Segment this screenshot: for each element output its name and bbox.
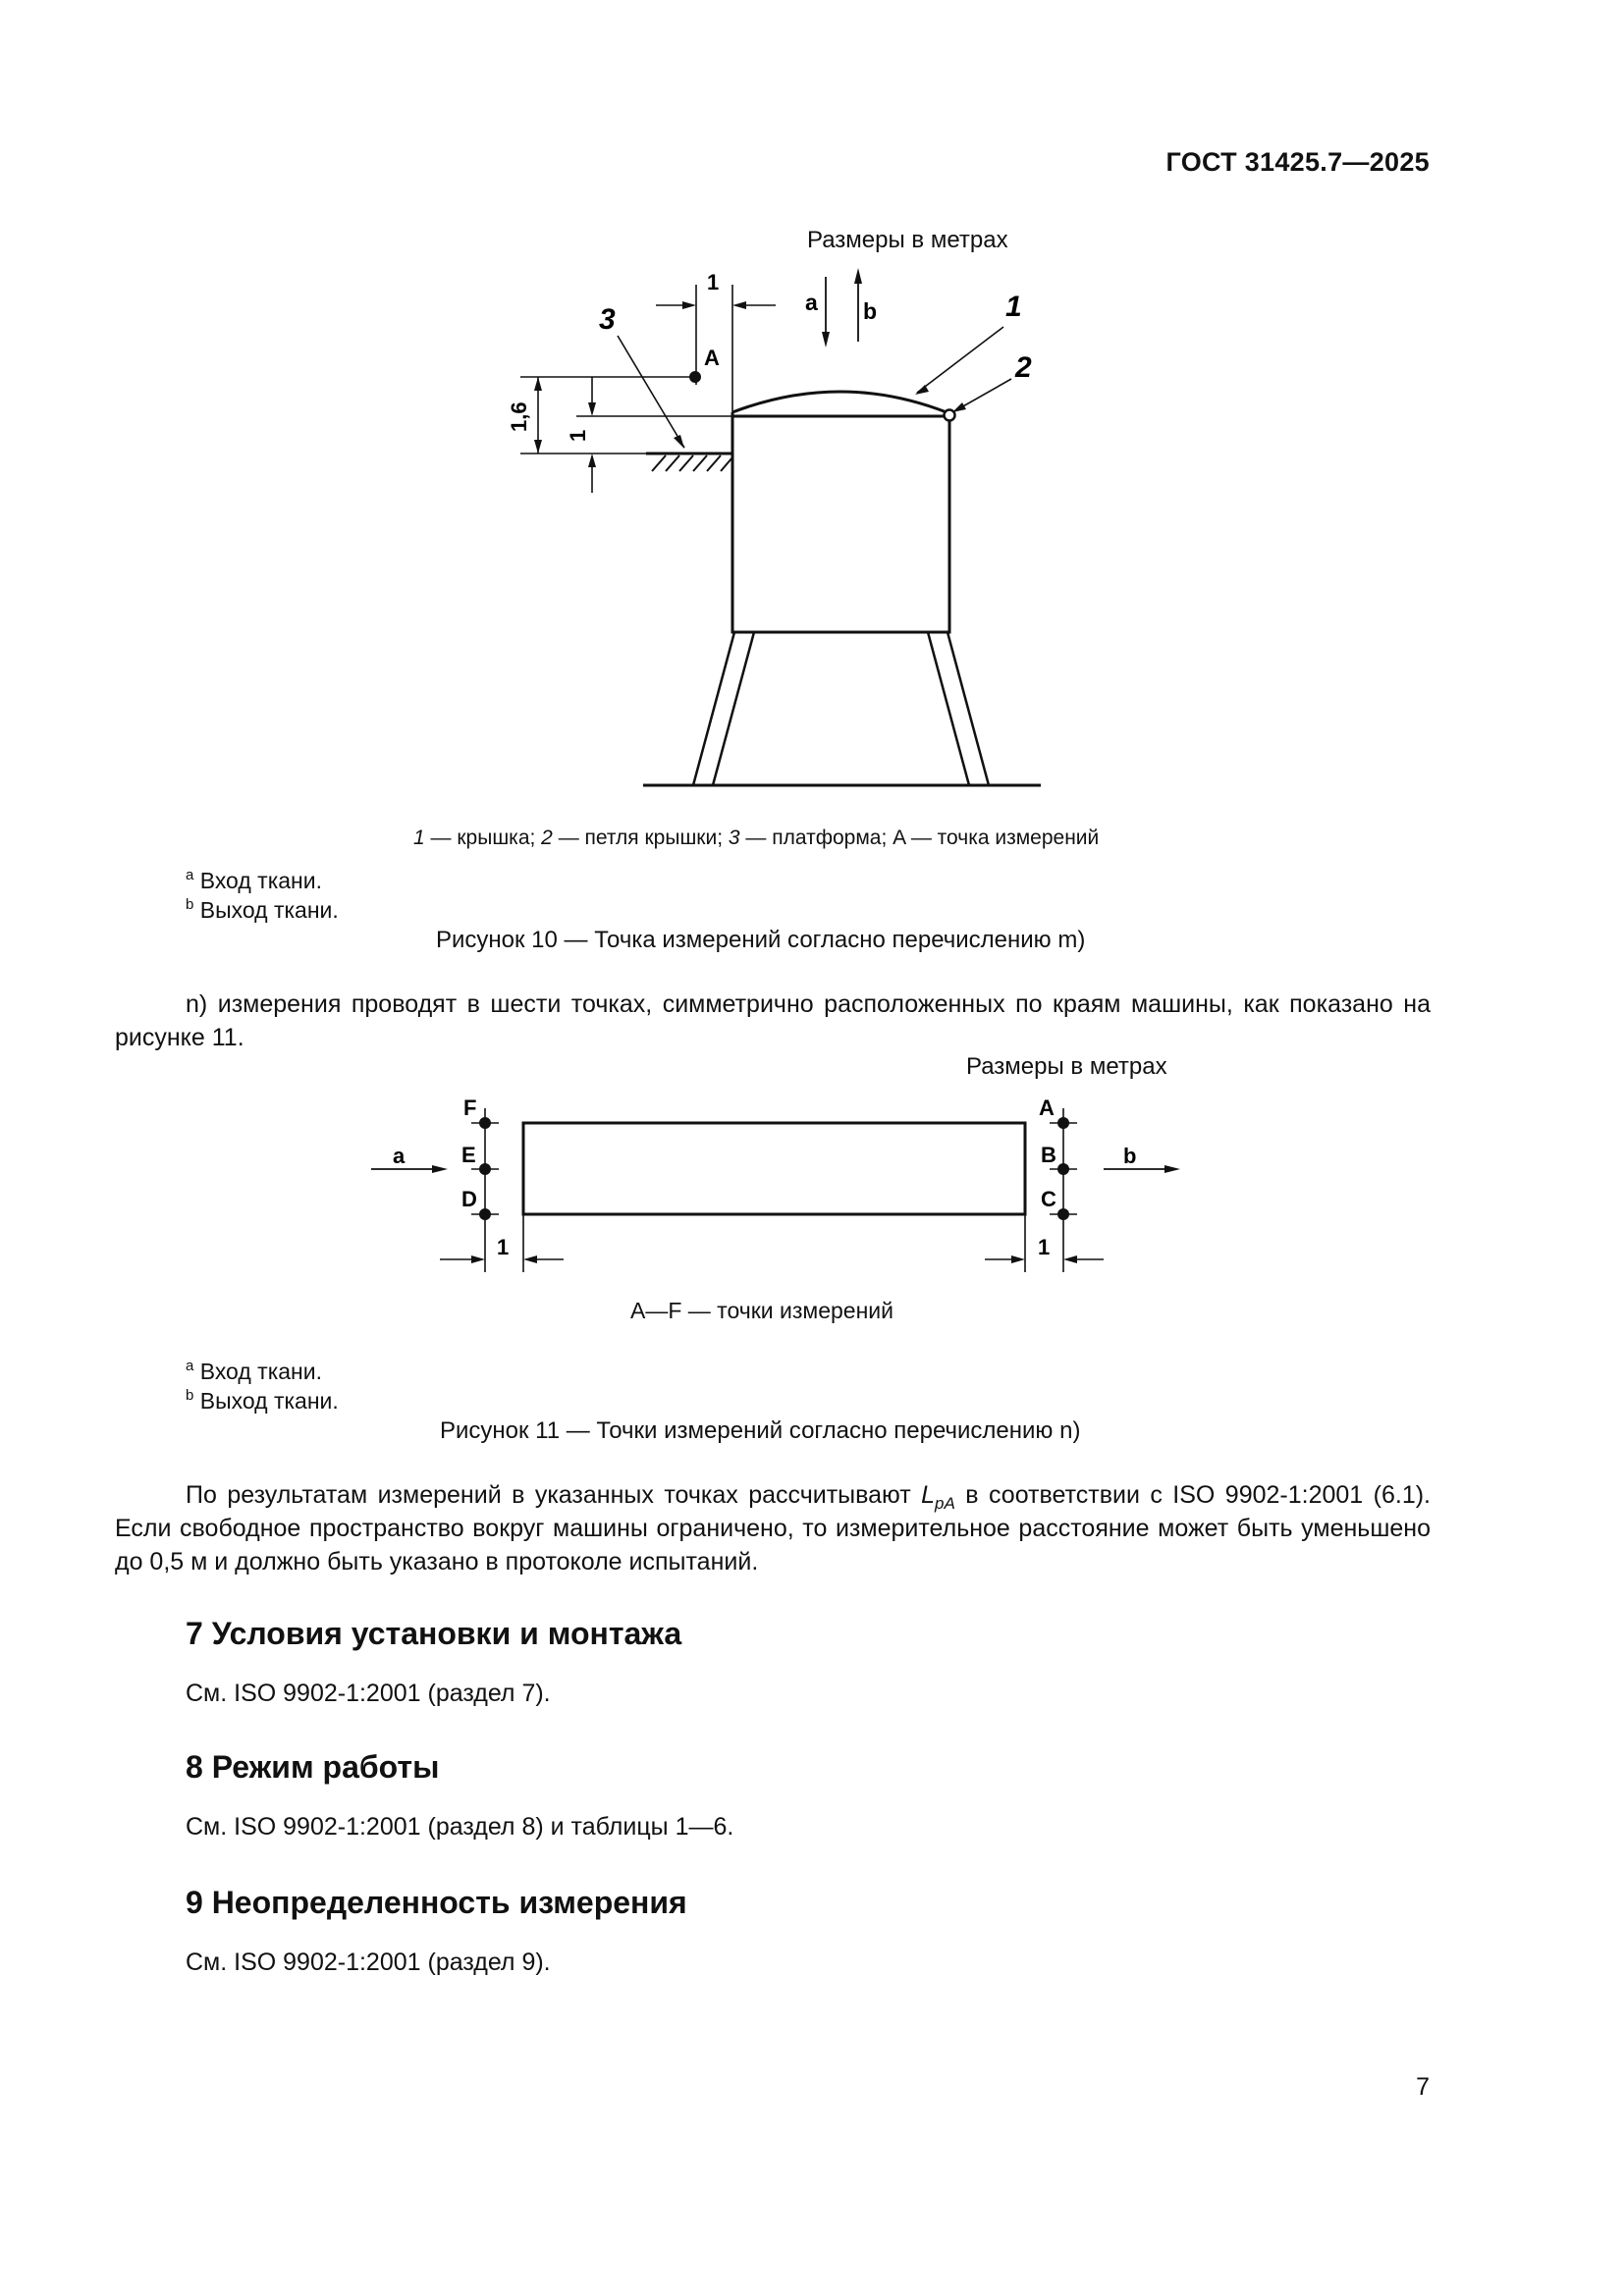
measurement-point-d bbox=[479, 1208, 491, 1220]
point-e-label: E bbox=[461, 1143, 476, 1167]
machine-outline bbox=[523, 1123, 1025, 1214]
measurement-point-c bbox=[1057, 1208, 1069, 1220]
arrow-up-icon bbox=[854, 268, 862, 284]
arrow-down-icon bbox=[822, 332, 830, 347]
figure10-note-b: $^b$ Выход ткани. bbox=[186, 896, 339, 923]
section-9-heading: 9 Неопределенность измерения bbox=[186, 1885, 687, 1920]
point-d-label: D bbox=[461, 1187, 477, 1211]
figure11-caption: Рисунок 11 — Точки измерений согласно перечислению n) bbox=[440, 1417, 1081, 1444]
section-7-text: См. ISO 9902-1:2001 (раздел 7). bbox=[186, 1680, 551, 1707]
point-a-label: A bbox=[1039, 1095, 1055, 1120]
section-9-text: См. ISO 9902-1:2001 (раздел 9). bbox=[186, 1949, 551, 1976]
arrow-right-icon bbox=[432, 1165, 448, 1173]
flow-a-label: a bbox=[805, 290, 818, 315]
dim-1-6-label: 1,6 bbox=[507, 401, 531, 432]
dim-right-label: 1 bbox=[1038, 1235, 1051, 1259]
figure10-dims-note: Размеры в метрах bbox=[807, 227, 1008, 253]
point-b-label: B bbox=[1041, 1143, 1056, 1167]
platform-hatching bbox=[652, 455, 732, 471]
point-c-label: C bbox=[1041, 1187, 1056, 1211]
figure10-caption: Рисунок 10 — Точка измерений согласно перечислению m) bbox=[436, 927, 1086, 953]
measurement-point-b bbox=[1057, 1163, 1069, 1175]
callout-2: 2 bbox=[1015, 351, 1032, 384]
page-number: 7 bbox=[1416, 2073, 1430, 2101]
document-code: ГОСТ 31425.7—2025 bbox=[1165, 147, 1430, 177]
dim-left-label: 1 bbox=[497, 1235, 510, 1259]
machine-lid bbox=[732, 392, 947, 412]
measurement-point-a bbox=[1057, 1117, 1069, 1129]
figure11-note-b: $^b$ Выход ткани. bbox=[186, 1387, 339, 1414]
flow-arrows bbox=[826, 277, 858, 342]
callout-1: 1 bbox=[1005, 291, 1022, 323]
section-8-text: См. ISO 9902-1:2001 (раздел 8) и таблицы 1—6. bbox=[186, 1813, 734, 1841]
point-a-label: A bbox=[704, 346, 720, 370]
flow-b-label: b bbox=[863, 298, 878, 324]
callout-3: 3 bbox=[599, 303, 616, 336]
machine-legs bbox=[693, 632, 989, 785]
section-8-heading: 8 Режим работы bbox=[186, 1749, 440, 1785]
measurement-point-e bbox=[479, 1163, 491, 1175]
measurement-point-f bbox=[479, 1117, 491, 1129]
flow-b-label: b bbox=[1123, 1144, 1137, 1168]
section-7-heading: 7 Условия установки и монтажа bbox=[186, 1616, 682, 1651]
lid-hinge bbox=[945, 410, 955, 421]
point-f-label: F bbox=[463, 1095, 477, 1120]
paragraph-n: n) измерения проводят в шести точках, симметрично расположенных по краям машины, как показано на рисунке 11. bbox=[115, 990, 1431, 1051]
figure11-drawing bbox=[0, 1080, 1624, 1286]
figure10-legend: 1 — крышка; 2 — петля крышки; 3 — платформа; A — точка измерений bbox=[413, 827, 1100, 849]
figure11-note-a: $^a$ Вход ткани. bbox=[186, 1358, 322, 1384]
figure10-note-a: $^a$ Вход ткани. bbox=[186, 867, 322, 893]
arrow-right-icon bbox=[1164, 1165, 1180, 1173]
figure10-drawing bbox=[0, 0, 1624, 825]
callout-leaders bbox=[618, 327, 1011, 448]
figure11-dims-note: Размеры в метрах bbox=[966, 1053, 1167, 1080]
figure11-legend: A—F — точки измерений bbox=[630, 1298, 893, 1323]
dim-top-label: 1 bbox=[707, 270, 720, 294]
dimension-left bbox=[520, 377, 732, 493]
results-paragraph: По результатам измерений в указанных точках рассчитывают $L_{pA}$ в соответствии с ISO 9902-1:2001 (6.1). Если свободное пространство вокруг машины ограничено, то измерительное расстояние может быть уменьшено до 0,5 м и должно быть указано в протоколе испытаний. bbox=[115, 1481, 1431, 1575]
measurement-point-a bbox=[689, 371, 701, 383]
flow-a-label: a bbox=[393, 1144, 406, 1168]
machine-body bbox=[732, 416, 949, 632]
dim-1-side-label: 1 bbox=[566, 429, 590, 442]
